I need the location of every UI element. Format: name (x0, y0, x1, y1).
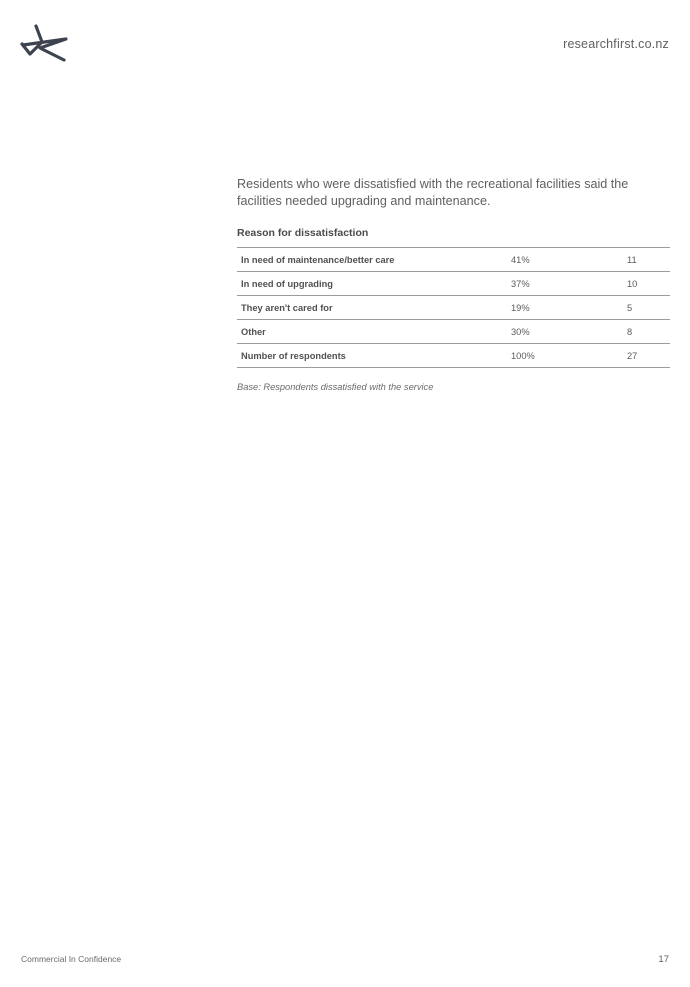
page-number: 17 (658, 954, 669, 965)
footer-confidentiality: Commercial In Confidence (21, 954, 122, 964)
row-label: Number of respondents (237, 344, 473, 368)
row-label: Other (237, 320, 473, 344)
row-count: 11 (601, 248, 670, 272)
table-row (237, 320, 670, 344)
dissatisfaction-table (237, 247, 670, 368)
row-percent: 37% (473, 272, 601, 296)
table-row (237, 248, 670, 272)
table-row (237, 296, 670, 320)
row-percent: 41% (473, 248, 601, 272)
intro-paragraph: Residents who were dissatisfied with the recreational facilities said the facilities needed upgrading and maintenance. (237, 177, 629, 208)
table-title: Reason for dissatisfaction (237, 227, 369, 239)
table-row (237, 272, 670, 296)
site-url: researchfirst.co.nz (563, 37, 669, 51)
row-label: In need of maintenance/better care (237, 248, 473, 272)
row-count: 5 (601, 296, 670, 320)
row-count: 8 (601, 320, 670, 344)
row-label: They aren't cared for (237, 296, 473, 320)
row-percent: 19% (473, 296, 601, 320)
row-percent: 100% (473, 344, 601, 368)
base-note: Base: Respondents dissatisfied with the service (237, 382, 434, 392)
row-percent: 30% (473, 320, 601, 344)
row-label: In need of upgrading (237, 272, 473, 296)
table-row (237, 344, 670, 368)
research-first-logo-icon (20, 24, 68, 64)
row-count: 10 (601, 272, 670, 296)
row-count: 27 (601, 344, 670, 368)
